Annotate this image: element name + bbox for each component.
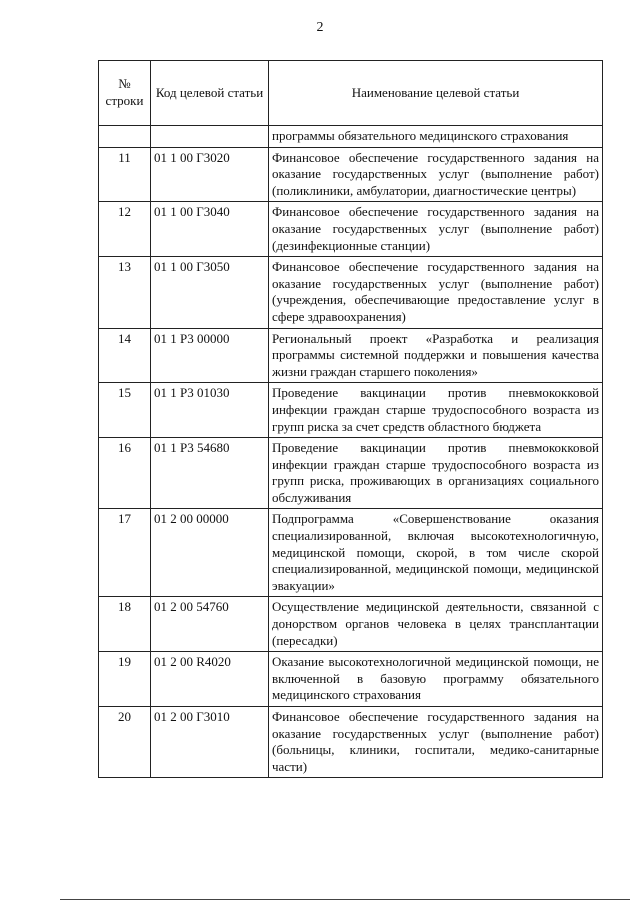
header-article-name: Наименование целевой статьи — [269, 61, 603, 126]
table-row — [99, 126, 603, 148]
table-row — [99, 257, 603, 328]
table-row — [99, 328, 603, 383]
article-name: Проведение вакцинации против пневмококковой инфекции граждан старше трудоспособного возраста из групп риска, проживающих в организациях социального обслуживания — [269, 438, 603, 509]
target-articles-table — [98, 60, 603, 778]
table-header-row — [99, 61, 603, 126]
header-article-code: Код целевой статьи — [151, 61, 269, 126]
row-number: 20 — [99, 707, 151, 778]
page-bottom-divider — [60, 899, 630, 900]
article-code: 01 2 00 R4020 — [151, 652, 269, 707]
article-code: 01 1 Р3 00000 — [151, 328, 269, 383]
article-code: 01 2 00 00000 — [151, 509, 269, 597]
header-row-number: № строки — [99, 61, 151, 126]
article-name: Осуществление медицинской деятельности, связанной с донорством органов человека в целях трансплантации (пересадки) — [269, 597, 603, 652]
article-code: 01 2 00 54760 — [151, 597, 269, 652]
article-code: 01 1 Р3 54680 — [151, 438, 269, 509]
row-number: 12 — [99, 202, 151, 257]
table-row — [99, 383, 603, 438]
table-row — [99, 438, 603, 509]
row-number: 15 — [99, 383, 151, 438]
row-number — [99, 126, 151, 148]
table-row — [99, 707, 603, 778]
article-name: Финансовое обеспечение государственного задания на оказание государственных услуг (выполнение работ) (больницы, клиники, госпитали, медико-санитарные части) — [269, 707, 603, 778]
article-name: программы обязательного медицинского страхования — [269, 126, 603, 148]
row-number: 11 — [99, 147, 151, 202]
table-row — [99, 652, 603, 707]
table-row — [99, 509, 603, 597]
article-code: 01 1 00 Г3050 — [151, 257, 269, 328]
article-name: Финансовое обеспечение государственного задания на оказание государственных услуг (выполнение работ) (учреждения, обеспечивающие предоставление услуг в сфере здравоохранения) — [269, 257, 603, 328]
row-number: 19 — [99, 652, 151, 707]
article-name: Подпрограмма «Совершенствование оказания специализированной, включая высокотехнологичную, медицинской помощи, скорой, в том числе скорой специализированной, медицинской помощи, медицинской эвакуации» — [269, 509, 603, 597]
page-number: 2 — [316, 20, 324, 35]
table-row — [99, 202, 603, 257]
article-name: Региональный проект «Разработка и реализация программы системной поддержки и повышения качества жизни граждан старшего поколения» — [269, 328, 603, 383]
row-number: 13 — [99, 257, 151, 328]
table-row — [99, 597, 603, 652]
article-name: Финансовое обеспечение государственного задания на оказание государственных услуг (выполнение работ) (поликлиники, амбулатории, диагностические центры) — [269, 147, 603, 202]
article-code: 01 2 00 Г3010 — [151, 707, 269, 778]
row-number: 14 — [99, 328, 151, 383]
article-code: 01 1 00 Г3020 — [151, 147, 269, 202]
row-number: 17 — [99, 509, 151, 597]
row-number: 16 — [99, 438, 151, 509]
row-number: 18 — [99, 597, 151, 652]
article-code: 01 1 Р3 01030 — [151, 383, 269, 438]
article-code — [151, 126, 269, 148]
article-name: Проведение вакцинации против пневмококковой инфекции граждан старше трудоспособного возраста из групп риска за счет средств областного бюджета — [269, 383, 603, 438]
table-row — [99, 147, 603, 202]
article-name: Финансовое обеспечение государственного задания на оказание государственных услуг (выполнение работ) (дезинфекционные станции) — [269, 202, 603, 257]
article-name: Оказание высокотехнологичной медицинской помощи, не включенной в базовую программу обязательного медицинского страхования — [269, 652, 603, 707]
article-code: 01 1 00 Г3040 — [151, 202, 269, 257]
